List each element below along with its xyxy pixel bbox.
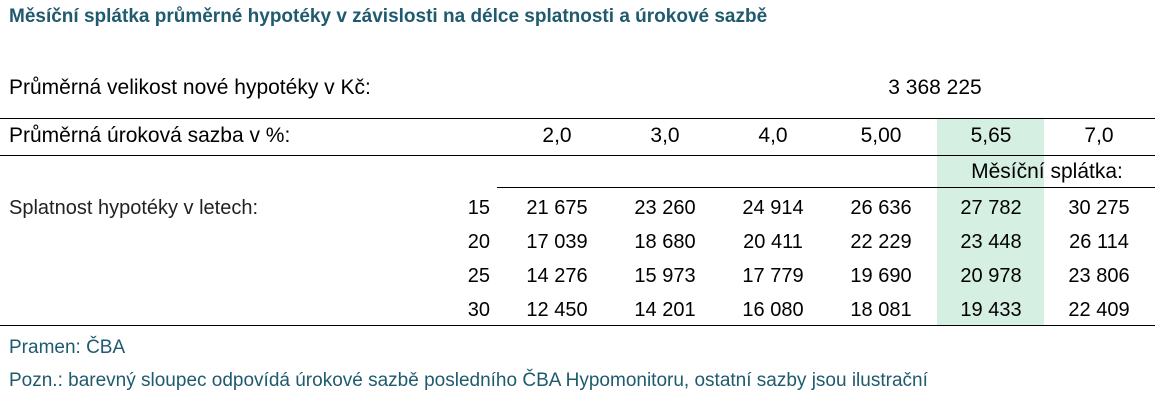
table-cell: 23 260 [634, 197, 696, 219]
table-cell: 19 690 [850, 265, 912, 287]
divider [497, 187, 1155, 188]
source-note: Pramen: ČBA [9, 337, 126, 358]
table-cell: 14 276 [526, 265, 588, 287]
year-label: 15 [467, 197, 490, 219]
divider [0, 155, 1155, 156]
table-cell: 19 433 [960, 299, 1022, 321]
average-mortgage-value: 3 368 225 [888, 76, 982, 99]
maturity-label: Splatnost hypotéky v letech: [9, 197, 259, 219]
table-cell: 14 201 [634, 299, 696, 321]
table-cell: 24 914 [742, 197, 804, 219]
table-cell: 16 080 [742, 299, 804, 321]
page-title: Měsíční splátka průměrné hypotéky v závislosti na délce splatnosti a úrokové sazbě [9, 6, 768, 27]
rate-header: 2,0 [542, 124, 572, 147]
table-cell: 23 806 [1068, 265, 1130, 287]
table-cell: 21 675 [526, 197, 588, 219]
divider [0, 118, 1155, 119]
table-cell: 20 978 [960, 265, 1022, 287]
table-cell: 22 409 [1068, 299, 1130, 321]
monthly-payment-header-text: Měsíční splátka: [971, 160, 1123, 183]
monthly-payment-header [497, 160, 1155, 184]
table-cell: 23 448 [960, 231, 1022, 253]
table-cell: 22 229 [850, 231, 912, 253]
interest-rate-label: Průměrná úroková sazba v %: [9, 124, 291, 147]
table-cell: 27 782 [960, 197, 1022, 219]
rate-highlight-column [937, 119, 1044, 325]
rate-header: 7,0 [1084, 124, 1114, 147]
rate-header: 4,0 [758, 124, 788, 147]
table-cell: 12 450 [526, 299, 588, 321]
year-label: 30 [467, 299, 490, 321]
rate-header-highlighted: 5,65 [970, 124, 1012, 147]
table-cell: 15 973 [634, 265, 696, 287]
year-label: 25 [467, 265, 490, 287]
table-cell: 20 411 [743, 231, 803, 253]
table-cell: 26 636 [850, 197, 912, 219]
footnote: Pozn.: barevný sloupec odpovídá úrokové sazbě posledního ČBA Hypomonitoru, ostatní sazby jsou ilustrační [9, 370, 928, 391]
table-cell: 17 779 [742, 265, 804, 287]
table-cell: 18 680 [634, 231, 696, 253]
table-cell: 30 275 [1068, 197, 1130, 219]
average-mortgage-label: Průměrná velikost nové hypotéky v Kč: [9, 76, 371, 99]
table-cell: 26 114 [1069, 231, 1129, 253]
rate-header: 5,00 [860, 124, 902, 147]
year-label: 20 [467, 231, 490, 253]
divider [0, 325, 1155, 326]
rate-header: 3,0 [650, 124, 680, 147]
table-cell: 17 039 [526, 231, 588, 253]
table-cell: 18 081 [850, 299, 912, 321]
